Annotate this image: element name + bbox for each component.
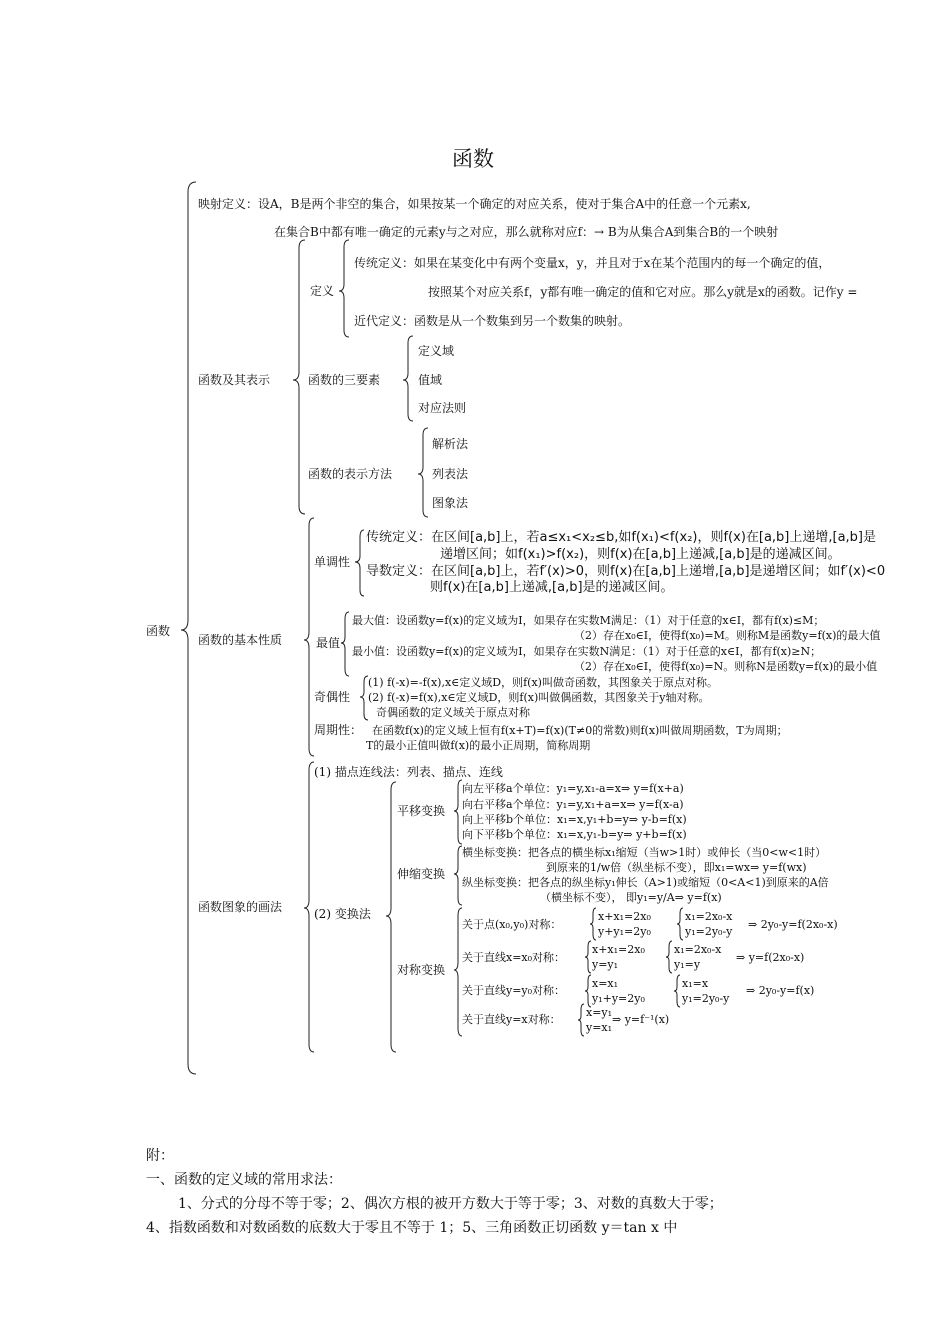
symmetry-point-system1-b: y+y₁=2y₀ <box>598 925 651 938</box>
translation-label: 平移变换 <box>397 804 446 818</box>
function-representation-label: 函数及其表示 <box>198 373 271 387</box>
point-plotting-method: (1) 描点连线法：列表、描点、连线 <box>314 765 503 779</box>
transformation-method-label: (2) 变换法 <box>314 907 371 921</box>
representation-methods-label: 函数的表示方法 <box>308 467 393 481</box>
appendix-section-title: 一、函数的定义域的常用求法： <box>146 1172 342 1188</box>
symmetry-point-result: ⇒ 2y₀-y=f(2x₀-x) <box>748 918 838 931</box>
element-range: 值域 <box>418 373 443 387</box>
definition-label: 定义 <box>310 284 335 298</box>
method-table: 列表法 <box>432 467 469 481</box>
parity-odd: (1) f(-x)=-f(x),x∈定义域D，则f(x)叫做奇函数，其图象关于原点对称。 <box>368 676 718 689</box>
symmetry-xline-result: ⇒ y=f(2x₀-x) <box>736 951 805 964</box>
monotonicity-line1: 传统定义：在区间[a,b]上，若a≤x₁<x₂≤b,如f(x₁)<f(x₂)，则f(x)在[a,b]上递增,[a,b]是 <box>366 530 877 545</box>
periodicity-line2: T的最小正值叫做f(x)的最小正周期，简称周期 <box>366 739 591 752</box>
symmetry-yline-system1-b: y₁+y=2y₀ <box>592 992 645 1005</box>
symmetry-diagonal-system-a: x=y₁ <box>586 1006 613 1019</box>
root-label: 函数 <box>146 624 171 638</box>
translate-down: 向下平移b个单位：x₁=x,y₁-b=y⇒ y+b=f(x) <box>462 828 687 841</box>
maximum-line1: 最大值：设函数y=f(x)的定义域为I，如果存在实数M满足：（1）对于任意的x∈I，都有f(x)≤M； <box>352 614 825 627</box>
translate-right: 向右平移a个单位：y₁=y,x₁+a=x⇒ y=f(x-a) <box>462 798 684 811</box>
symmetry-label: 对称变换 <box>397 963 446 977</box>
appendix-label: 附： <box>146 1148 174 1164</box>
symmetry-diagonal-system-b: y=x₁ <box>586 1021 613 1034</box>
symmetry-yline-result: ⇒ 2y₀-y=f(x) <box>746 984 815 997</box>
element-rule: 对应法则 <box>418 401 467 415</box>
symmetry-yline-system2-b: y₁=2y₀-y <box>682 992 730 1005</box>
symmetry-xline-system2-a: x₁=2x₀-x <box>674 943 722 956</box>
symmetry-diagonal-label: 关于直线y=x对称： <box>462 1013 561 1026</box>
symmetry-yline-label: 关于直线y=y₀对称： <box>462 984 566 997</box>
symmetry-xline-system1-b: y=y₁ <box>592 958 619 971</box>
symmetry-point-system2-b: y₁=2y₀-y <box>685 925 733 938</box>
minimum-line2: （2）存在x₀∈I，使得f(x₀)=N。则称N是函数y=f(x)的最小值 <box>574 660 878 673</box>
vertical-scaling-line2: （横坐标不变）， 即y₁=y/A⇒ y=f(x) <box>540 891 722 904</box>
element-domain: 定义域 <box>418 344 455 358</box>
page-title: 函数 <box>452 147 494 171</box>
basic-properties-label: 函数的基本性质 <box>198 633 283 647</box>
traditional-definition-line1: 传统定义：如果在某变化中有两个变量x，y，并且对于x在某个范围内的每一个确定的值， <box>354 256 831 270</box>
maximum-line2: （2）存在x₀∈I，使得f(x₀)=M。则称M是函数y=f(x)的最大值 <box>574 629 881 642</box>
minimum-line1: 最小值：设函数y=f(x)的定义域为I，如果存在实数N满足：（1）对于任意的x∈I，都有f(x)≥N； <box>352 645 822 658</box>
horizontal-scaling-line2: 到原来的1/w倍（纵坐标不变），即x₁=wx⇒ y=f(wx) <box>546 861 807 874</box>
monotonicity-line2: 递增区间；如f(x₁)>f(x₂)，则f(x)在[a,b]上递减,[a,b]是的递减区间。 <box>440 547 841 562</box>
appendix-rule-line2: 4、指数函数和对数函数的底数大于零且不等于 1；5、三角函数正切函数 y＝tan x 中 <box>146 1220 678 1236</box>
translate-up: 向上平移b个单位：x₁=x,y₁+b=y⇒ y-b=f(x) <box>462 813 687 826</box>
symmetry-diagonal-result: ⇒ y=f⁻¹(x) <box>612 1013 670 1026</box>
extremum-label: 最值 <box>316 636 341 650</box>
periodicity-label: 周期性： <box>314 723 363 737</box>
traditional-definition-line2: 按照某个对应关系f，y都有唯一确定的值和它对应。那么y就是x的函数。记作y = <box>428 285 858 299</box>
symmetry-point-label: 关于点(x₀,y₀)对称： <box>462 918 562 931</box>
symmetry-point-system1-a: x+x₁=2x₀ <box>598 910 651 923</box>
method-analytic: 解析法 <box>432 437 469 451</box>
parity-domain-note: 奇偶函数的定义域关于原点对称 <box>376 706 530 719</box>
graph-drawing-label: 函数图象的画法 <box>198 900 283 914</box>
monotonicity-line4: 则f(x)在[a,b]上递减,[a,b]是的递减区间。 <box>430 580 674 595</box>
parity-label: 奇偶性 <box>314 690 351 704</box>
symmetry-xline-system1-a: x+x₁=2x₀ <box>592 943 645 956</box>
method-graph: 图象法 <box>432 496 469 510</box>
modern-definition: 近代定义：函数是从一个数集到另一个数集的映射。 <box>354 314 631 328</box>
symmetry-yline-system2-a: x₁=x <box>682 977 709 990</box>
monotonicity-line3: 导数定义：在区间[a,b]上，若f′(x)>0，则f(x)在[a,b]上递增,[a,b]是递增区间；如f′(x)<0 <box>366 564 886 579</box>
periodicity-line1: 在函数f(x)的定义域上恒有f(x+T)=f(x)(T≠0的常数)则f(x)叫做周期函数，T为周期； <box>372 724 788 737</box>
three-elements-label: 函数的三要素 <box>308 373 381 387</box>
appendix-rule-line1: 1、分式的分母不等于零；2、偶次方根的被开方数大于等于零；3、对数的真数大于零； <box>178 1196 723 1212</box>
mapping-definition-line2: 在集合B中都有唯一确定的元素y与之对应，那么就称对应f：→ B为从集合A到集合B的一个映射 <box>274 225 779 239</box>
horizontal-scaling-line1: 横坐标变换：把各点的横坐标x₁缩短（当w>1时）或伸长（当0<w<1时） <box>462 846 827 859</box>
parity-even: (2) f(-x)=f(x),x∈定义域D，则f(x)叫做偶函数，其图象关于y轴对称。 <box>368 691 710 704</box>
symmetry-point-system2-a: x₁=2x₀-x <box>685 910 733 923</box>
translate-left: 向左平移a个单位：y₁=y,x₁-a=x⇒ y=f(x+a) <box>462 782 684 795</box>
symmetry-xline-label: 关于直线x=x₀对称： <box>462 951 566 964</box>
symmetry-yline-system1-a: x=x₁ <box>592 977 619 990</box>
scaling-label: 伸缩变换 <box>397 867 446 881</box>
symmetry-xline-system2-b: y₁=y <box>674 958 701 971</box>
monotonicity-label: 单调性 <box>314 555 351 569</box>
vertical-scaling-line1: 纵坐标变换：把各点的纵坐标y₁伸长（A>1)或缩短（0<A<1)到原来的A倍 <box>462 876 829 889</box>
mapping-definition-line1: 映射定义：设A，B是两个非空的集合，如果按某一个确定的对应关系，使对于集合A中的任意一个元素x, <box>198 197 751 211</box>
